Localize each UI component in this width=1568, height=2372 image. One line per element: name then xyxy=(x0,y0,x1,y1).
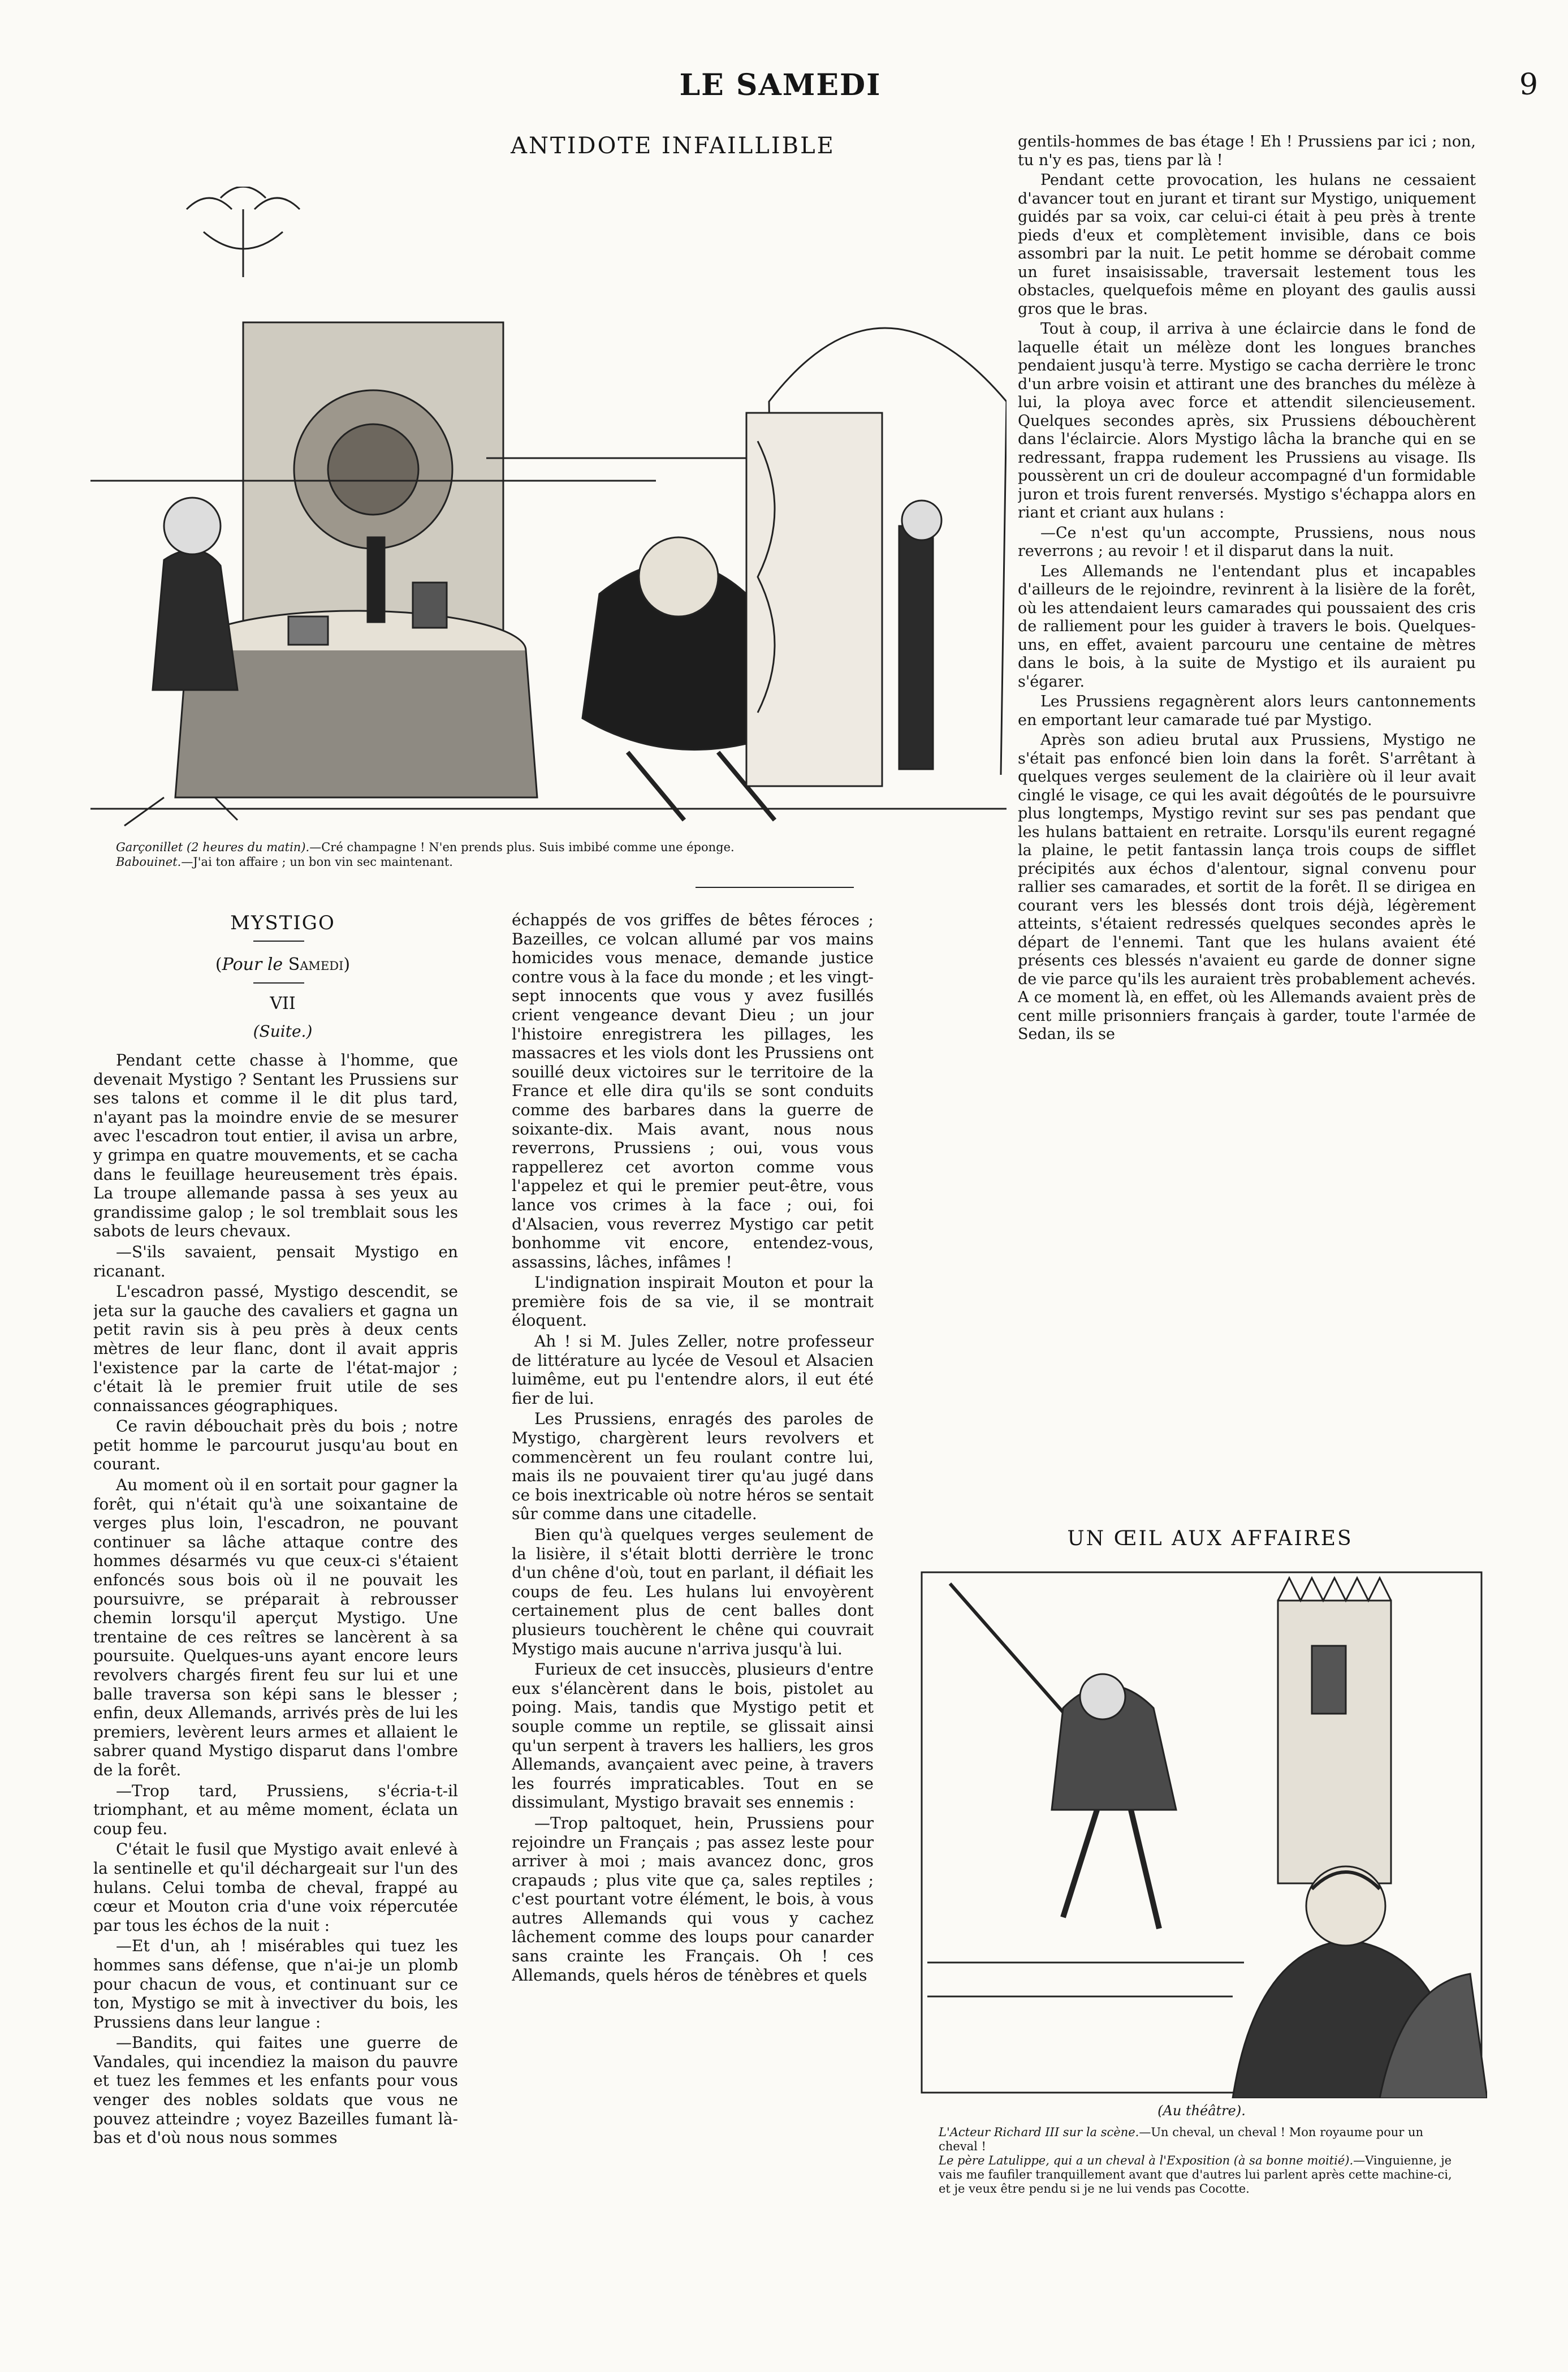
col3-paragraph: Après son adieu brutal aux Prussiens, Mystigo ne s'était pas enfoncé bien loin dans la forêt. S'arrêtant à quelques verges seulement de la clairière où il leur avait cinglé le visage, ce qui les avait dégoûtés de le poursuivre plus longtemps, Mystigo revint sur ses pas pendant que les hulans battaient en retraite. Lorsqu'ils eurent regagné la plaine, le petit fantassin lança trois coups de sifflet précipités aux échos d'alentour, signal convenu pour rallier ses camarades, et sortit de la forêt. Il se dirigea en courant vers les blessés dont trois déjà, légèrement atteints, s'étaient redressés quelques secondes après le départ de l'ennemi. Tant que les hulans avaient été présents ces blessés n'avaient eu garde de donner signe de vie parce qu'ils les auraient très probablement achevés. A ce moment là, en effet, où les Allemands avaient près de cent mille prisonniers français à garder, toute l'armée de Sedan, ils se xyxy=(1018,731,1476,1043)
caption-bottom-text-1: —Un cheval, un cheval ! Mon royaume pour un cheval ! xyxy=(939,2125,1424,2153)
col2-paragraph: Bien qu'à quelques verges seulement de la lisière, il s'était blotti derrière le tronc d'un chêne d'où, tout en parlant, il défiait les coups de feu. Les hulans lui envoyèrent certainement plus de cent balles dont plusieurs touchèrent le chêne qui couvrait Mystigo mais aucune n'arriva jusqu'à lui. xyxy=(512,1525,874,1658)
col2-paragraph: échappés de vos griffes de bêtes féroces ; Bazeilles, ce volcan allumé par vos mains homicides vous menace, demande justice contre vous à la face du monde ; et les vingt-sept innocents que vous y avez fusillés crient vengeance devant Dieu ; un jour l'histoire enregistrera les pillages, les massacres et les viols dont les Prussiens ont souillé deux victoires sur le territoire de la France et elle dira qu'ils se sont conduits comme des barbares dans la guerre de soixante-dix. Mais avant, nous nous reverrons, Prussiens ; oui, vous vous rappellerez cet avorton comme vous l'appelez et qui le premier peut-être, vous lance vos crimes à la face ; oui, foi d'Alsacien, vous reverrez Mystigo car petit bonhomme vit encore, entendez-vous, assassins, lâches, infâmes ! xyxy=(512,911,874,1271)
caption-top-speaker-1: Garçonillet (2 heures du matin). xyxy=(116,840,310,854)
caption-bottom-speaker-1: L'Acteur Richard III sur la scène. xyxy=(939,2125,1139,2139)
caption-top xyxy=(116,840,987,869)
col1-paragraph: —Et d'un, ah ! misérables qui tuez les hommes sans défense, que n'ai-je un plomb pour chacun de vous, et continuant sur ce ton, Mystigo se mit à invectiver du bois, les Prussiens dans leur langue : xyxy=(93,1937,458,2032)
col1-paragraph: —Trop tard, Prussiens, s'écria-t-il triomphant, et au même moment, éclata un coup feu. xyxy=(93,1781,458,1838)
col3-paragraph: Les Allemands ne l'entendant plus et incapables d'ailleurs de le rejoindre, revinrent à la lisière de la forêt, où les attendaient leurs camarades qui poussaient des cris de ralliement pour les guider à travers le bois. Quelques-uns, en effet, avaient parcouru une centaine de mètres dans le bois, à la suite de Mystigo et ils auraient pu s'égarer. xyxy=(1018,562,1476,691)
article-column-3 xyxy=(1018,133,1476,1502)
caption-bottom-subtitle: (Au théâtre). xyxy=(1157,2103,1246,2119)
col1-paragraph: —Bandits, qui faites une guerre de Vandales, qui incendiez la maison du pauvre et tuez les femmes et les enfants pour vous venger des nobles soldats que vous ne pouvez atteindre ; voyez Bazeilles fumant là-bas et d'où nous nous sommes xyxy=(93,2033,458,2147)
byline-paper: Samedi xyxy=(288,955,344,974)
col1-paragraph: Au moment où il en sortait pour gagner la forêt, qui n'était qu'à une soixantaine de verges plus loin, l'escadron, ne pouvant continuer sa lâche attaque contre des hommes désarmés vu que ceux-ci s'étaient enfoncés sous bois où il ne pouvait les poursuivre, se préparait à rebrousser chemin lorsqu'il aperçut Mystigo. Une trentaine de ces reîtres se lancèrent à sa poursuite. Quelques-uns ayant encore leurs revolvers chargés firent feu sur lui et une balle traversa son képi sans le blesser ; enfin, deux Allemands, arrivés près de lui les premiers, levèrent leurs armes et allaient le sabrer quand Mystigo disparut dans l'ombre de la forêt. xyxy=(93,1476,458,1779)
caption-bottom-line-1 xyxy=(939,2125,1465,2154)
col3-paragraph: gentils-hommes de bas étage ! Eh ! Prussiens par ici ; non, tu n'y es pas, tiens par là ! xyxy=(1018,133,1476,169)
caption-separator xyxy=(696,887,854,888)
caption-top-speaker-2: Babouinet. xyxy=(116,855,182,869)
newspaper-title: LE SAMEDI xyxy=(679,68,882,102)
caption-bottom-speaker-2: Le père Latulippe, qui a un cheval à l'Exposition (à sa bonne moitié). xyxy=(939,2154,1354,2167)
col1-paragraph: —S'ils savaient, pensait Mystigo en ricanant. xyxy=(93,1242,458,1280)
illustration-title-top: ANTIDOTE INFAILLIBLE xyxy=(511,133,835,159)
col2-paragraph: Les Prussiens, enragés des paroles de Mystigo, chargèrent leurs revolvers et commencèrent un feu roulant contre lui, mais ils ne pouvaient tirer qu'au jugé dans ce bois inextricable où notre héros se sentait sûr comme dans une citadelle. xyxy=(512,1409,874,1524)
rule-2 xyxy=(253,982,304,984)
col2-paragraph: —Trop paltoquet, hein, Prussiens pour rejoindre un Français ; pas assez leste pour arriver à moi ; mais avancez donc, gros crapauds ; plus vite que ça, sales reptiles ; c'est pourtant votre élément, le bois, à vous autres Allemands qui vous y cachez lâchement comme des loups pour canarder sans crainte les Français. Oh ! ces Allemands, quels héros de ténèbres et quels xyxy=(512,1813,874,1985)
col1-paragraph: L'escadron passé, Mystigo descendit, se jeta sur la gauche des cavaliers et gagna un petit ravin sis à peu près à deux cents mètres de leur flanc, dont il avait appris l'existence par la carte de l'état-major ; c'était là le premier fruit utile de ses connaissances géographiques. xyxy=(93,1282,458,1415)
article-title: MYSTIGO xyxy=(230,912,335,934)
col2-paragraph: Ah ! si M. Jules Zeller, notre professeur de littérature au lycée de Vesoul et Alsacien luimême, eut pu l'entendre alors, il eut été fier de lui. xyxy=(512,1332,874,1408)
caption-bottom-text-2: —Vinguienne, je vais me faufiler tranquillement avant que d'autres lui parlent après cette machine-ci, et je veux être pendu si je ne lui vends pas Cocotte. xyxy=(939,2154,1452,2196)
caption-top-line-2 xyxy=(116,855,987,869)
byline-prefix: Pour le xyxy=(222,955,283,974)
article-column-2 xyxy=(512,911,874,2319)
restaurant-scene-illustration xyxy=(90,187,1007,837)
col1-paragraph: Ce ravin débouchait près du bois ; notre petit homme le parcourut jusqu'au bout en courant. xyxy=(93,1417,458,1474)
suite-label: (Suite.) xyxy=(253,1022,313,1041)
suite-text: Suite. xyxy=(259,1022,306,1041)
article-column-1 xyxy=(93,1051,458,2318)
caption-bottom xyxy=(939,2125,1465,2196)
col2-paragraph: Furieux de cet insuccès, plusieurs d'entre eux s'élancèrent dans le bois, pistolet au poing. Mais, tandis que Mystigo petit et souple comme un reptile, se glissait ainsi qu'un serpent à travers les halliers, les gros Allemands, avançaient avec peine, à travers les fourrés impraticables. Tout en se dissimulant, Mystigo bravait ses ennemis : xyxy=(512,1660,874,1812)
illustration-title-bottom: UN ŒIL AUX AFFAIRES xyxy=(1067,1527,1353,1550)
caption-top-text-2: —J'ai ton affaire ; un bon vin sec maintenant. xyxy=(181,855,453,869)
col1-paragraph: Pendant cette chasse à l'homme, que devenait Mystigo ? Sentant les Prussiens sur ses talons et comme il le dit plus tard, n'ayant pas la moindre envie de se mesurer avec l'escadron tout entier, il avisa un arbre, y grimpa en quatre mouvements, et se cacha dans le feuillage heureusement très épais. La troupe allemande passa à ses yeux au grandissime galop ; le sol tremblait sous les sabots de leurs chevaux. xyxy=(93,1051,458,1241)
col3-paragraph: Tout à coup, il arriva à une éclaircie dans le fond de laquelle était un mélèze dont les longues branches pendaient jusqu'à terre. Mystigo se cacha derrière le tronc d'un arbre voisin et attirant une des branches du mélèze à lui, la ploya avec force et attendit silencieusement. Quelques secondes après, six Prussiens débouchèrent dans l'éclaircie. Alors Mystigo lâcha la branche qui en se redressant, frappa rudement les Prussiens au visage. Ils poussèrent un cri de douleur accompagné d'un formidable juron et trois furent renversés. Mystigo s'échappa alors en riant et criant aux hulans : xyxy=(1018,320,1476,521)
col3-paragraph: Les Prussiens regagnèrent alors leurs cantonnements en emportant leur camarade tué par Mystigo. xyxy=(1018,693,1476,729)
col2-paragraph: L'indignation inspirait Mouton et pour la première fois de sa vie, il se montrait éloquent. xyxy=(512,1273,874,1330)
col1-paragraph: C'était le fusil que Mystigo avait enlevé à la sentinelle et qu'il déchargeait sur l'un des hulans. Celui tomba de cheval, frappé au cœur et Mouton cria d'une voix répercutée par tous les échos de la nuit : xyxy=(93,1840,458,1935)
page-number: 9 xyxy=(1519,68,1538,102)
caption-bottom-line-2 xyxy=(939,2154,1465,2196)
caption-top-text-1: —Cré champagne ! N'en prends plus. Suis imbibé comme une éponge. xyxy=(309,840,735,854)
rule-1 xyxy=(253,941,304,942)
theater-scene-illustration xyxy=(916,1567,1487,2098)
byline: (Pour le Samedi) xyxy=(215,955,351,974)
caption-top-line-1 xyxy=(116,840,987,855)
col3-paragraph: Pendant cette provocation, les hulans ne cessaient d'avancer tout en jurant et tirant sur Mystigo, uniquement guidés par sa voix, car celui-ci était à peu près à trente pieds d'eux et complètement invisible, dans ce bois assombri par la nuit. Le petit homme se dérobait comme un furet insaisissable, traversait lestement tous les obstacles, quelquefois même en ployant des gaulis aussi gros que le bras. xyxy=(1018,171,1476,318)
chapter-number: VII xyxy=(270,994,296,1014)
col3-paragraph: —Ce n'est qu'un accompte, Prussiens, nous nous reverrons ; au revoir ! et il disparut dans la nuit. xyxy=(1018,524,1476,560)
